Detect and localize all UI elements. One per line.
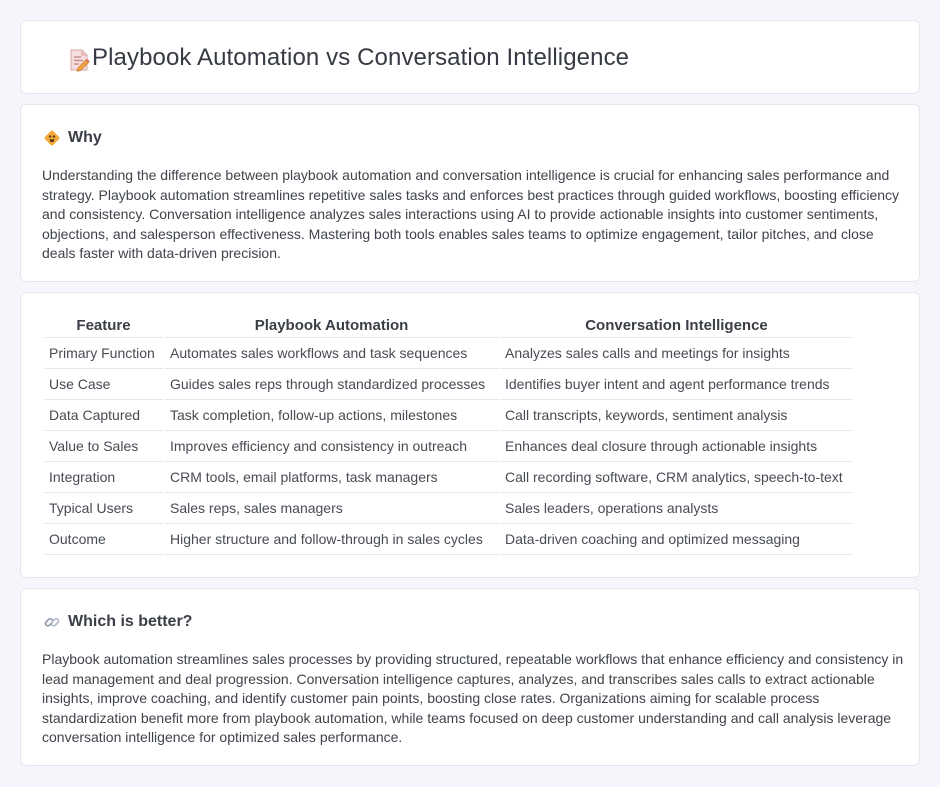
table-row [44, 431, 853, 462]
feature-cell: Typical Users [44, 493, 163, 524]
comparison-section [20, 292, 920, 578]
document-pencil-icon [66, 47, 92, 73]
why-heading: Why [68, 129, 102, 146]
which-is-better-section [20, 588, 920, 766]
why-section [20, 104, 920, 282]
column-header: Conversation Intelligence [500, 315, 853, 338]
table-row [44, 462, 853, 493]
column-header: Playbook Automation [165, 315, 498, 338]
feature-cell: Value to Sales [44, 431, 163, 462]
table-row [44, 338, 853, 369]
column-header: Feature [44, 315, 163, 338]
feature-cell: Use Case [44, 369, 163, 400]
table-row [44, 369, 853, 400]
conversation-cell: Call transcripts, keywords, sentiment analysis [500, 400, 853, 431]
comparison-table [42, 315, 855, 555]
conversation-cell: Enhances deal closure through actionable insights [500, 431, 853, 462]
link-icon [43, 613, 61, 631]
feature-cell: Primary Function [44, 338, 163, 369]
diamond-sign-icon [43, 129, 61, 147]
playbook-cell: Guides sales reps through standardized processes [165, 369, 498, 400]
playbook-cell: Task completion, follow-up actions, milestones [165, 400, 498, 431]
table-header-row [44, 315, 853, 338]
feature-cell: Outcome [44, 524, 163, 555]
playbook-cell: Improves efficiency and consistency in outreach [165, 431, 498, 462]
playbook-cell: CRM tools, email platforms, task managers [165, 462, 498, 493]
conversation-cell: Sales leaders, operations analysts [500, 493, 853, 524]
why-text: Understanding the difference between playbook automation and conversation intelligence is crucial for enhancing sales performance and strategy. Playbook automation streamlines repetitive sales tasks and enforces best practices through guided workflows, boosting efficiency and consistency. Conversation intelligence analyzes sales interactions using AI to provide actionable insights into customer sentiments, objections, and salesperson effectiveness. Mastering both tools enables sales teams to optimize engagement, tailor pitches, and close deals faster with data-driven precision. [42, 167, 900, 262]
table-row [44, 524, 853, 555]
playbook-cell: Sales reps, sales managers [165, 493, 498, 524]
feature-cell: Integration [44, 462, 163, 493]
title-card [20, 20, 920, 94]
conversation-cell: Analyzes sales calls and meetings for insights [500, 338, 853, 369]
better-heading: Which is better? [68, 613, 193, 630]
better-text: Playbook automation streamlines sales processes by providing structured, repeatable workflows that enhance efficiency and consistency in lead management and deal progression. Conversation intelligence captures, analyzes, and transcribes sales calls to extract actionable insights, improve coaching, and identify customer pain points, boosting close rates. Organizations aiming for scalable process standardization benefit more from playbook automation, while teams focused on deep customer understanding and call analysis leverage conversation intelligence for optimized sales performance. [42, 651, 904, 746]
table-row [44, 493, 853, 524]
page-title: Playbook Automation vs Conversation Intelligence [92, 44, 630, 71]
playbook-cell: Higher structure and follow-through in sales cycles [165, 524, 498, 555]
conversation-cell: Identifies buyer intent and agent performance trends [500, 369, 853, 400]
conversation-cell: Data-driven coaching and optimized messaging [500, 524, 853, 555]
feature-cell: Data Captured [44, 400, 163, 431]
playbook-cell: Automates sales workflows and task sequences [165, 338, 498, 369]
conversation-cell: Call recording software, CRM analytics, speech-to-text [500, 462, 853, 493]
table-row [44, 400, 853, 431]
